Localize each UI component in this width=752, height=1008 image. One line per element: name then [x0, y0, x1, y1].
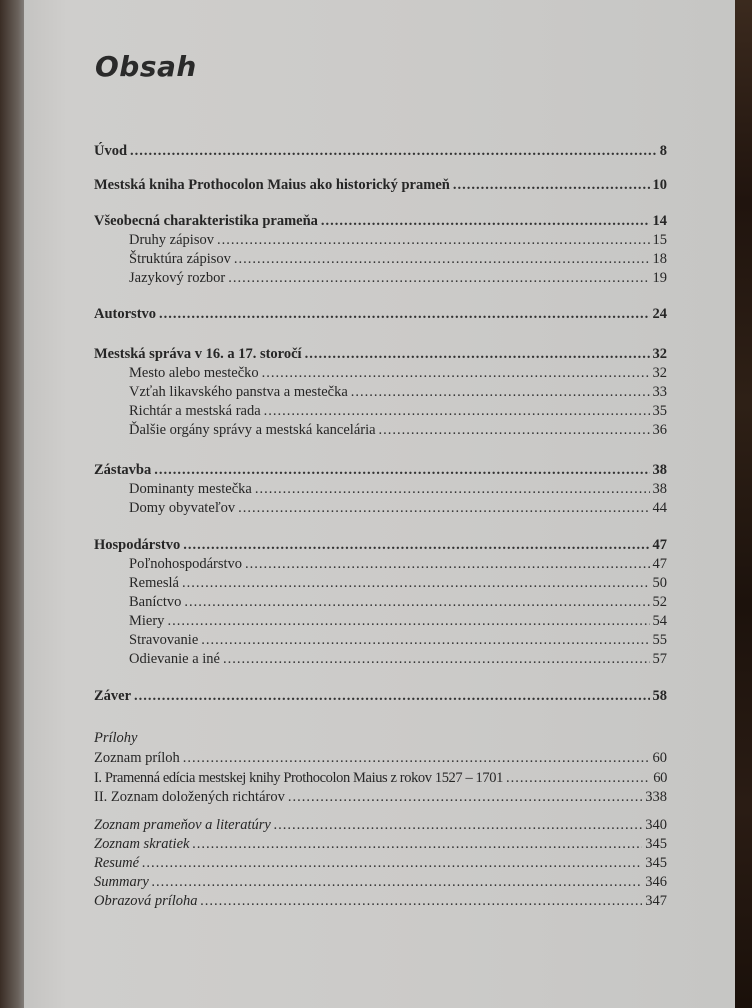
toc-entry-label: Obrazová príloha: [94, 893, 198, 909]
toc-entry-vseobecna-charakteristika: [94, 213, 667, 231]
toc-entry-label: Vzťah likavského panstva a mestečka: [129, 384, 348, 400]
toc-entry-page: 18: [652, 251, 667, 267]
leader-dots: [142, 855, 642, 872]
leader-dots: [228, 270, 649, 287]
toc-entry-page: 33: [652, 384, 667, 400]
toc-entry-page: 54: [652, 613, 667, 629]
leader-dots: [255, 481, 650, 498]
toc-subentry: [94, 365, 667, 383]
toc-entry-uvod: [94, 143, 667, 161]
toc-entry-page: 346: [645, 874, 667, 890]
toc-entry-page: 38: [652, 481, 667, 497]
toc-subentry: [94, 422, 667, 440]
toc-entry-page: 47: [652, 537, 667, 553]
toc-entry-label: Dominanty mestečka: [129, 481, 252, 497]
page-title: Obsah: [95, 50, 197, 83]
leader-dots: [217, 232, 650, 249]
toc-entry-page: 55: [652, 632, 667, 648]
toc-entry-page: 32: [652, 365, 667, 381]
table-surface: [735, 0, 752, 1008]
toc-entry-page: 58: [652, 688, 667, 704]
leader-dots: [245, 556, 649, 573]
leader-dots: [264, 403, 650, 420]
toc-entry-label: Baníctvo: [129, 594, 182, 610]
toc-entry-page: 8: [659, 143, 667, 159]
appendices-heading: Prílohy: [94, 730, 138, 746]
leader-dots: [288, 789, 642, 806]
leader-dots: [238, 500, 649, 517]
toc-entry-label: Mestská správa v 16. a 17. storočí: [94, 346, 302, 362]
toc-entry-label: Remeslá: [129, 575, 179, 591]
toc-entry-label: Úvod: [94, 143, 128, 159]
leader-dots: [351, 384, 650, 401]
appendix-entry: [94, 789, 667, 807]
toc-subentry: [94, 232, 667, 250]
leader-dots: [152, 874, 642, 891]
leader-dots: [159, 306, 649, 323]
toc-entry-label: Všeobecná charakteristika prameňa: [94, 213, 318, 229]
toc-entry-page: 10: [652, 177, 667, 193]
leader-dots: [201, 893, 643, 910]
toc-entry-label: Summary: [94, 874, 149, 890]
toc-subentry: [94, 613, 667, 631]
leader-dots: [223, 651, 650, 668]
leader-dots: [130, 143, 657, 160]
toc-entry-label: Zoznam príloh: [94, 750, 180, 766]
leader-dots: [167, 613, 649, 630]
leader-dots: [201, 632, 649, 649]
toc-entry-label: Zoznam skratiek: [94, 836, 190, 852]
leader-dots: [192, 836, 642, 853]
toc-entry-page: 36: [652, 422, 667, 438]
toc-entry-label: Ďalšie orgány správy a mestská kancelária: [129, 422, 376, 438]
toc-entry-label: Záver: [94, 688, 132, 704]
toc-entry-page: 340: [645, 817, 667, 833]
toc-subentry: [94, 500, 667, 518]
toc-entry-page: 14: [652, 213, 667, 229]
toc-entry-label: Zoznam prameňov a literatúry: [94, 817, 271, 833]
toc-subentry: [94, 651, 667, 669]
toc-entry-label: Miery: [129, 613, 165, 629]
toc-subentry: [94, 270, 667, 288]
toc-entry-label: Resumé: [94, 855, 140, 871]
toc-subentry: [94, 481, 667, 499]
toc-entry-mestska-kniha: [94, 177, 667, 195]
toc-entry-page: 35: [652, 403, 667, 419]
back-matter-entry: [94, 893, 667, 911]
toc-entry-label: Mestská kniha Prothocolon Maius ako historický prameň: [94, 177, 450, 193]
toc-entry-label: Štruktúra zápisov: [129, 251, 231, 267]
leader-dots: [182, 575, 650, 592]
toc-entry-label: Stravovanie: [129, 632, 199, 648]
leader-dots: [262, 365, 650, 382]
toc-entry-page: 347: [645, 893, 667, 909]
toc-entry-label: Poľnohospodárstvo: [129, 556, 243, 572]
toc-subentry: [94, 251, 667, 269]
back-matter-entry: [94, 836, 667, 854]
back-matter-entry: [94, 855, 667, 873]
toc-entry-page: 38: [652, 462, 667, 478]
appendix-entry: [94, 750, 667, 768]
toc-entry-page: 47: [652, 556, 667, 572]
toc-entry-page: 32: [652, 346, 667, 362]
leader-dots: [379, 422, 650, 439]
leader-dots: [234, 251, 650, 268]
toc-entry-page: 60: [652, 750, 667, 766]
toc-entry-label: Zástavba: [94, 462, 152, 478]
toc-subentry: [94, 594, 667, 612]
leader-dots: [154, 462, 649, 479]
toc-subentry: [94, 384, 667, 402]
toc-subentry: [94, 632, 667, 650]
toc-entry-page: 52: [652, 594, 667, 610]
leader-dots: [305, 346, 650, 363]
toc-entry-page: 57: [652, 651, 667, 667]
leader-dots: [183, 537, 649, 554]
appendix-entry: [94, 770, 667, 788]
toc-entry-label: Autorstvo: [94, 306, 157, 322]
back-matter-entry: [94, 817, 667, 835]
leader-dots: [506, 770, 650, 787]
leader-dots: [321, 213, 650, 230]
toc-entry-label: Odievanie a iné: [129, 651, 220, 667]
toc-subentry: [94, 575, 667, 593]
leader-dots: [134, 688, 649, 705]
toc-entry-label: Druhy zápisov: [129, 232, 214, 248]
toc-entry-label: I. Pramenná edícia mestskej knihy Prothocolon Maius z rokov 1527 – 1701: [94, 770, 503, 786]
toc-entry-page: 24: [652, 306, 667, 322]
toc-entry-label: II. Zoznam doložených richtárov: [94, 789, 285, 805]
toc-entry-zastavba: [94, 462, 667, 480]
leader-dots: [184, 594, 649, 611]
toc-entry-zaver: [94, 688, 667, 706]
toc-entry-label: Richtár a mestská rada: [129, 403, 261, 419]
toc-entry-page: 44: [652, 500, 667, 516]
toc-entry-label: Domy obyvateľov: [129, 500, 236, 516]
toc-entry-page: 50: [652, 575, 667, 591]
toc-entry-mestska-sprava: [94, 346, 667, 364]
toc-entry-page: 15: [652, 232, 667, 248]
toc-entry-page: 345: [645, 836, 667, 852]
toc-entry-page: 19: [652, 270, 667, 286]
leader-dots: [183, 750, 650, 767]
toc-entry-autorstvo: [94, 306, 667, 324]
leader-dots: [453, 177, 650, 194]
toc-entry-page: 345: [645, 855, 667, 871]
toc-entry-hospodarstvo: [94, 537, 667, 555]
toc-entry-label: Mesto alebo mestečko: [129, 365, 259, 381]
back-matter-entry: [94, 874, 667, 892]
toc-entry-label: Hospodárstvo: [94, 537, 181, 553]
toc-subentry: [94, 556, 667, 574]
toc-subentry: [94, 403, 667, 421]
toc-entry-page: 60: [653, 770, 667, 786]
toc-entry-label: Jazykový rozbor: [129, 270, 226, 286]
leader-dots: [274, 817, 642, 834]
toc-entry-page: 338: [645, 789, 667, 805]
